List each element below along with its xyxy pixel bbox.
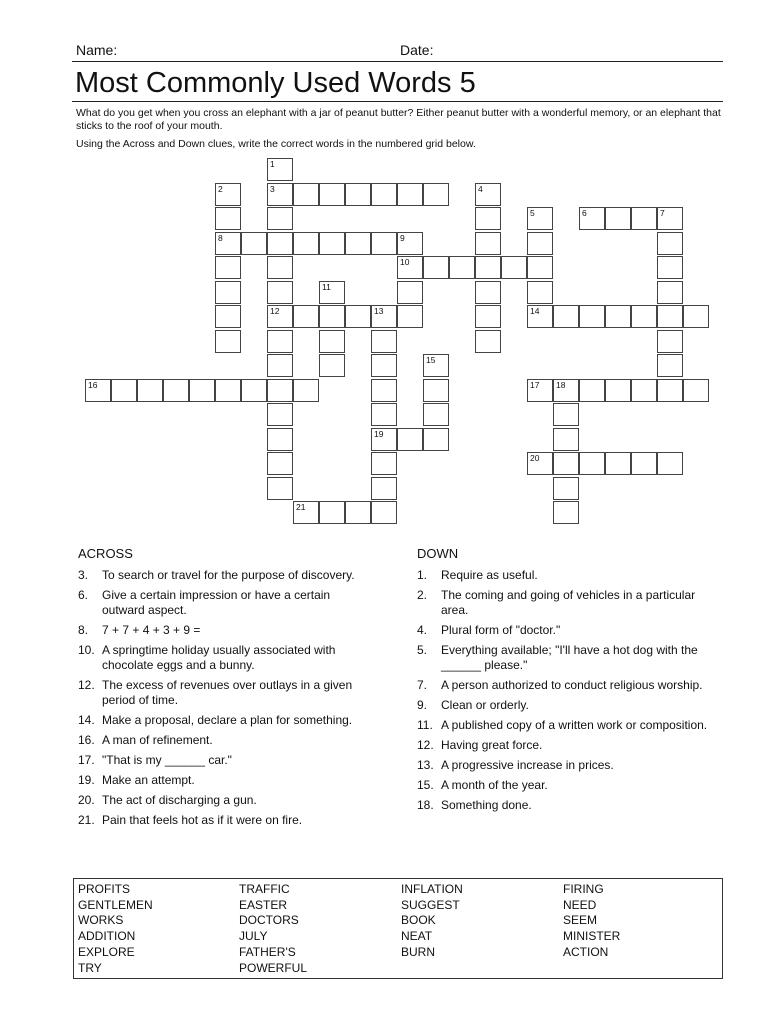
grid-cell[interactable] — [683, 379, 709, 402]
grid-cell[interactable] — [657, 207, 683, 230]
clue-number: 9. — [417, 698, 428, 712]
across-clue — [76, 753, 376, 768]
grid-cell[interactable] — [423, 183, 449, 206]
grid-cell[interactable] — [631, 452, 657, 475]
grid-cell[interactable] — [657, 281, 683, 304]
grid-cell[interactable] — [371, 501, 397, 524]
grid-cell[interactable] — [215, 379, 241, 402]
across-clue — [76, 623, 376, 638]
clue-number: 12. — [78, 678, 95, 692]
down-heading: DOWN — [417, 546, 459, 561]
grid-cell[interactable] — [553, 477, 579, 500]
clue-number: 21 — [296, 502, 306, 512]
across-heading: ACROSS — [78, 546, 133, 561]
grid-cell[interactable] — [423, 379, 449, 402]
clue-number: 6 — [582, 208, 587, 218]
word-bank-item: INFLATION — [401, 882, 463, 896]
word-bank-item: BOOK — [401, 913, 436, 928]
grid-cell[interactable] — [319, 501, 345, 524]
clue-number: 14. — [78, 713, 95, 727]
word-bank-item: ACTION — [563, 944, 609, 959]
word-bank — [73, 878, 723, 979]
clue-number: 17. — [78, 753, 95, 767]
word-bank-item: SEEM — [563, 913, 598, 928]
grid-cell[interactable] — [215, 281, 241, 304]
clue-number: 13. — [417, 758, 434, 772]
clue-number: 14 — [530, 306, 540, 316]
clue-text: Clean or orderly. — [441, 698, 529, 712]
clue-number: 11. — [417, 718, 433, 732]
clue-number: 4 — [478, 183, 483, 194]
clue-text: A man of refinement. — [102, 733, 213, 747]
clue-text: A published copy of a written work or composition. — [441, 718, 708, 732]
grid-cell[interactable] — [267, 379, 293, 402]
clue-number: 13 — [374, 306, 384, 316]
word-bank-item: BURN — [401, 944, 436, 959]
word-bank-item: NEAT — [401, 929, 433, 944]
grid-cell[interactable] — [631, 305, 657, 328]
clue-number: 8 — [218, 232, 223, 243]
grid-cell[interactable] — [579, 207, 605, 230]
grid-cell[interactable] — [553, 379, 579, 402]
clue-number: 16. — [78, 733, 95, 747]
grid-cell[interactable] — [631, 379, 657, 402]
intro-joke: What do you get when you cross an elephant with a jar of peanut butter? Either peanut butter with a wonderful memory, or an elephant that sticks to the roof of your mouth. — [76, 107, 721, 132]
grid-cell[interactable] — [215, 330, 241, 353]
down-clue — [415, 778, 725, 793]
across-clue — [76, 773, 376, 788]
grid-cell[interactable] — [371, 354, 397, 377]
grid-cell[interactable] — [267, 183, 293, 206]
grid-cell[interactable] — [501, 256, 527, 279]
date-label: Date: — [400, 42, 434, 58]
grid-cell[interactable] — [319, 281, 345, 304]
clue-number: 5. — [417, 643, 428, 657]
grid-cell[interactable] — [553, 305, 579, 328]
clue-text: A month of the year. — [441, 778, 548, 792]
grid-cell[interactable] — [527, 281, 553, 304]
grid-cell[interactable] — [449, 256, 475, 279]
grid-cell[interactable] — [293, 232, 319, 255]
grid-cell[interactable] — [241, 232, 267, 255]
grid-cell[interactable] — [267, 477, 293, 500]
grid-cell[interactable] — [553, 403, 579, 426]
grid-cell[interactable] — [267, 207, 293, 230]
grid-cell[interactable] — [657, 354, 683, 377]
clue-number: 18. — [417, 798, 434, 812]
clue-number: 5 — [530, 208, 535, 218]
grid-cell[interactable] — [371, 330, 397, 353]
down-clue — [415, 738, 725, 753]
grid-cell[interactable] — [397, 305, 423, 328]
down-clue — [415, 588, 725, 618]
grid-cell[interactable] — [267, 354, 293, 377]
clue-number: 15 — [426, 355, 436, 365]
word-bank-item: POWERFUL — [239, 960, 308, 975]
grid-cell[interactable] — [267, 452, 293, 475]
clue-number: 10 — [400, 257, 410, 267]
word-bank-item: ADDITION — [78, 929, 136, 944]
grid-cell[interactable] — [605, 207, 631, 230]
clue-text: Having great force. — [441, 738, 543, 752]
grid-cell[interactable] — [579, 305, 605, 328]
clue-number: 17 — [530, 379, 540, 390]
clue-number: 11 — [322, 281, 331, 292]
clue-number: 15. — [417, 778, 434, 792]
grid-cell[interactable] — [527, 305, 553, 328]
grid-cell[interactable] — [423, 428, 449, 451]
across-clue — [76, 793, 376, 808]
down-clue — [415, 568, 725, 583]
word-bank-item: EXPLORE — [78, 944, 135, 959]
grid-cell[interactable] — [371, 183, 397, 206]
clue-text: Pain that feels hot as if it were on fire. — [102, 813, 303, 827]
clue-number: 20. — [78, 793, 95, 807]
grid-cell[interactable] — [293, 305, 319, 328]
grid-cell[interactable] — [579, 452, 605, 475]
grid-cell[interactable] — [267, 158, 293, 181]
clue-number: 2. — [417, 588, 428, 602]
down-clue — [415, 718, 725, 733]
grid-cell[interactable] — [371, 379, 397, 402]
grid-cell[interactable] — [683, 305, 709, 328]
clue-number: 7 — [660, 208, 665, 218]
clue-text: Make a proposal, declare a plan for something. — [102, 713, 353, 727]
grid-cell[interactable] — [189, 379, 215, 402]
grid-cell[interactable] — [345, 183, 371, 206]
grid-cell[interactable] — [657, 379, 683, 402]
down-clue — [415, 678, 725, 693]
grid-cell[interactable] — [423, 256, 449, 279]
grid-cell[interactable] — [215, 232, 241, 255]
clue-number: 1 — [270, 159, 275, 169]
across-clue — [76, 568, 376, 583]
across-clue-list — [76, 568, 376, 833]
clue-text: "That is my ______ car." — [102, 753, 232, 767]
grid-cell[interactable] — [475, 281, 501, 304]
grid-cell[interactable] — [85, 379, 111, 402]
grid-cell[interactable] — [293, 501, 319, 524]
grid-cell[interactable] — [319, 232, 345, 255]
grid-cell[interactable] — [215, 207, 241, 230]
word-bank-item: WORKS — [78, 913, 124, 928]
intro-instructions: Using the Across and Down clues, write the correct words in the numbered grid below. — [76, 138, 476, 150]
word-bank-item: FATHER'S — [239, 944, 296, 959]
clue-text: The act of discharging a gun. — [102, 793, 257, 807]
clue-number: 2 — [218, 183, 223, 194]
clue-text: To search or travel for the purpose of discovery. — [102, 568, 355, 582]
clue-text: A springtime holiday usually associated with chocolate eggs and a bunny. — [102, 643, 336, 672]
grid-cell[interactable] — [527, 452, 553, 475]
clue-text: Give a certain impression or have a certain outward aspect. — [102, 588, 331, 617]
grid-cell[interactable] — [371, 452, 397, 475]
grid-cell[interactable] — [631, 207, 657, 230]
word-bank-item: JULY — [239, 929, 268, 944]
grid-cell[interactable] — [371, 305, 397, 328]
clue-number: 21. — [78, 813, 95, 827]
grid-cell[interactable] — [605, 305, 631, 328]
across-clue — [76, 643, 376, 673]
grid-cell[interactable] — [657, 452, 683, 475]
down-clue — [415, 758, 725, 773]
clue-number: 1. — [417, 568, 428, 582]
grid-cell[interactable] — [397, 232, 423, 255]
down-clue — [415, 698, 725, 713]
clue-text: Everything available; "I'll have a hot dog with the ______ please." — [441, 643, 698, 672]
grid-cell[interactable] — [475, 207, 501, 230]
clue-number: 4. — [417, 623, 428, 637]
grid-cell[interactable] — [241, 379, 267, 402]
grid-cell[interactable] — [345, 232, 371, 255]
clue-text: Plural form of "doctor." — [441, 623, 561, 637]
grid-cell[interactable] — [371, 403, 397, 426]
clue-number: 6. — [78, 588, 89, 602]
clue-number: 20 — [530, 453, 540, 463]
grid-cell[interactable] — [293, 379, 319, 402]
grid-cell[interactable] — [371, 232, 397, 255]
grid-cell[interactable] — [397, 281, 423, 304]
grid-cell[interactable] — [293, 183, 319, 206]
grid-cell[interactable] — [267, 330, 293, 353]
down-clue — [415, 643, 725, 673]
grid-cell[interactable] — [423, 354, 449, 377]
clue-number: 10. — [78, 643, 95, 657]
word-bank-item: EASTER — [239, 897, 288, 912]
clue-number: 18 — [556, 379, 566, 390]
word-bank-item: SUGGEST — [401, 897, 460, 912]
grid-cell[interactable] — [657, 330, 683, 353]
word-bank-item: TRAFFIC — [239, 882, 290, 896]
grid-cell[interactable] — [319, 354, 345, 377]
grid-cell[interactable] — [605, 379, 631, 402]
clue-text: The coming and going of vehicles in a particular area. — [441, 588, 696, 617]
name-label: Name: — [76, 42, 118, 58]
word-bank-item: MINISTER — [563, 929, 621, 944]
grid-cell[interactable] — [345, 501, 371, 524]
clue-number: 3. — [78, 568, 89, 582]
clue-text: A person authorized to conduct religious worship. — [441, 678, 703, 692]
grid-cell[interactable] — [553, 452, 579, 475]
word-bank-item: FIRING — [563, 882, 604, 896]
across-clue — [76, 588, 376, 618]
across-clue — [76, 713, 376, 728]
clue-text: A progressive increase in prices. — [441, 758, 614, 772]
clue-text: Make an attempt. — [102, 773, 195, 787]
clue-number: 12. — [417, 738, 434, 752]
word-bank-column — [239, 882, 307, 976]
grid-cell[interactable] — [657, 305, 683, 328]
grid-cell[interactable] — [345, 305, 371, 328]
grid-cell[interactable] — [319, 305, 345, 328]
grid-cell[interactable] — [319, 183, 345, 206]
down-clue-list — [415, 568, 725, 818]
word-bank-item: NEED — [563, 897, 597, 912]
grid-cell[interactable] — [475, 256, 501, 279]
grid-cell[interactable] — [527, 232, 553, 255]
word-bank-item: TRY — [78, 960, 102, 975]
grid-cell[interactable] — [215, 183, 241, 206]
grid-cell[interactable] — [215, 256, 241, 279]
grid-cell[interactable] — [267, 281, 293, 304]
grid-cell[interactable] — [553, 428, 579, 451]
grid-cell[interactable] — [137, 379, 163, 402]
word-bank-item: PROFITS — [78, 882, 131, 896]
grid-cell[interactable] — [423, 403, 449, 426]
grid-cell[interactable] — [527, 207, 553, 230]
grid-cell[interactable] — [527, 256, 553, 279]
clue-number: 12 — [270, 306, 280, 316]
word-bank-column — [563, 882, 620, 961]
grid-cell[interactable] — [657, 256, 683, 279]
word-bank-column — [78, 882, 153, 976]
grid-cell[interactable] — [657, 232, 683, 255]
clue-number: 19. — [78, 773, 95, 787]
clue-text: 7 + 7 + 4 + 3 + 9 = — [102, 623, 201, 637]
grid-cell[interactable] — [319, 330, 345, 353]
grid-cell[interactable] — [215, 305, 241, 328]
grid-cell[interactable] — [267, 256, 293, 279]
across-clue — [76, 813, 376, 828]
grid-cell[interactable] — [267, 232, 293, 255]
grid-cell[interactable] — [267, 305, 293, 328]
grid-cell[interactable] — [397, 428, 423, 451]
page-title: Most Commonly Used Words 5 — [75, 67, 476, 99]
grid-cell[interactable] — [397, 256, 423, 279]
clue-number: 7. — [417, 678, 428, 692]
clue-text: The excess of revenues over outlays in a given period of time. — [102, 678, 353, 707]
clue-number: 19 — [374, 428, 384, 439]
word-bank-column — [401, 882, 463, 961]
clue-number: 8. — [78, 623, 89, 637]
word-bank-item: DOCTORS — [239, 913, 299, 928]
clue-text: Something done. — [441, 798, 532, 812]
word-bank-item: GENTLEMEN — [78, 897, 153, 912]
grid-cell[interactable] — [475, 305, 501, 328]
grid-cell[interactable] — [111, 379, 137, 402]
down-clue — [415, 623, 725, 638]
clue-number: 3 — [270, 183, 275, 194]
across-clue — [76, 733, 376, 748]
grid-cell[interactable] — [579, 379, 605, 402]
clue-number: 16 — [88, 379, 98, 390]
grid-cell[interactable] — [527, 379, 553, 402]
down-clue — [415, 798, 725, 813]
grid-cell[interactable] — [371, 428, 397, 451]
across-clue — [76, 678, 376, 708]
grid-cell[interactable] — [163, 379, 189, 402]
grid-cell[interactable] — [397, 183, 423, 206]
grid-cell[interactable] — [605, 452, 631, 475]
grid-cell[interactable] — [267, 403, 293, 426]
grid-cell[interactable] — [475, 232, 501, 255]
clue-number: 9 — [400, 232, 405, 243]
grid-cell[interactable] — [267, 428, 293, 451]
grid-cell[interactable] — [553, 501, 579, 524]
grid-cell[interactable] — [371, 477, 397, 500]
grid-cell[interactable] — [475, 183, 501, 206]
grid-cell[interactable] — [475, 330, 501, 353]
clue-text: Require as useful. — [441, 568, 538, 582]
